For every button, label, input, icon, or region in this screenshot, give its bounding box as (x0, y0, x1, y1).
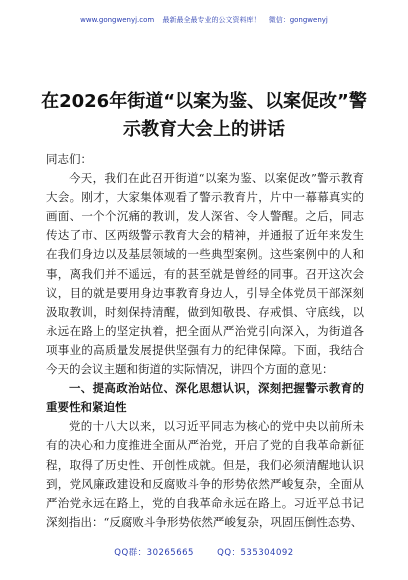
wechat-id: 微信：gongwenyj (268, 16, 328, 24)
document-title: 在2026年街道“以案为鉴、以案促改”警示教育大会上的讲话 (41, 91, 367, 140)
section-heading-1: 一、提高政治站位、深化思想认识，深刻把握警示教育的重要性和紧迫性 (46, 381, 364, 415)
document-body (46, 150, 364, 532)
paragraph-intro: 今天，我们在此召开街道“以案为鉴、以案促改”警示教育大会。刚才，大家集体观看了警示教育片，片中一幕幕真实的画面、一个个沉痛的教训，发人深省、令人警醒。之后，同志传达了市、区两级警示教育大会的精神，并通报了近年来发生在我们身边以及基层领域的一些典型案例。这些案例中的人和事，离我们并不遥远，有的甚至就是曾经的同事。召开这次会议，目的就是要用身边事教育身边人，引导全体党员干部深刻汲取教训，时刻保持清醒，做到知敬畏、存戒惧、守底线，以永远在路上的坚定执着，把全面从严治党引向深入，为街道各项事业的高质量发展提供坚强有力的纪律保障。下面，我结合今天的会议主题和街道的实际情况，讲四个方面的意见： (46, 171, 364, 377)
paragraph-section-1: 党的十八大以来，以习近平同志为核心的党中央以前所未有的决心和力度推进全面从严治党，开启了党的自我革命新征程，取得了历史性、开创性成就。但是，我们必须清醒地认识到，党风廉政建设和反腐败斗争的形势依然严峻复杂，全面从严治党永远在路上，党的自我革命永远在路上。习近平总书记深刻指出：“反腐败斗争形势依然严峻复杂，巩固压倒性态势、 (46, 419, 364, 529)
qq-number: QQ：535304092 (217, 548, 294, 558)
greeting: 同志们： (46, 152, 92, 166)
site-slogan: 最新最全最专业的公文资料库！ (162, 16, 261, 24)
page-footer (0, 546, 408, 558)
site-url[interactable]: www.gongwenyj.com (80, 16, 155, 24)
page-header (0, 0, 408, 40)
qq-group: QQ群：30265665 (114, 548, 194, 558)
